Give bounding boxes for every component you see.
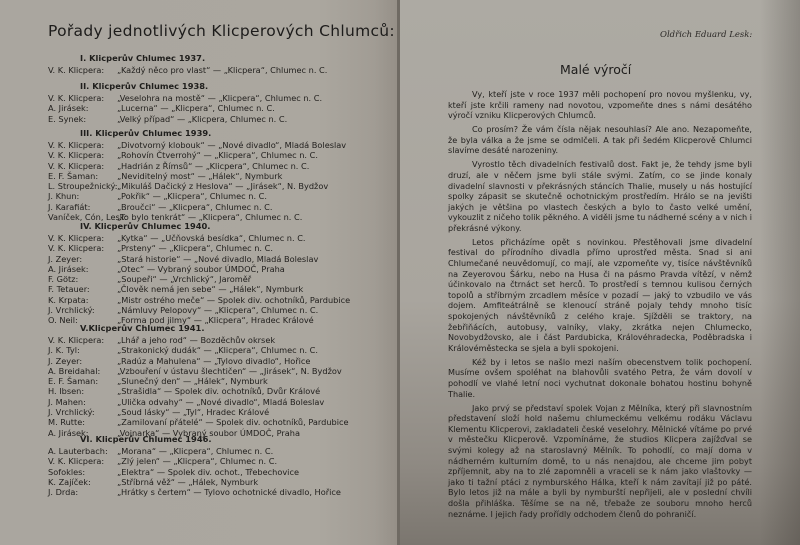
entry-play: „Lucerna“ — „Klicpera“, Chlumec n. C. (117, 103, 275, 114)
entry-author: A. Breidahal: (48, 365, 101, 376)
entry-author: J. Mahen: (48, 396, 86, 407)
entry-author: J. Vrchlický: (48, 305, 95, 316)
program-entry (48, 254, 393, 264)
program-entry (48, 161, 393, 171)
entry-play: „To bylo tenkrát“ — „Klicpera“, Chlumec n. C. (117, 212, 303, 223)
program-entry (48, 446, 393, 456)
entry-author: E. F. Šaman: (48, 170, 99, 181)
entry-author: E. Synek: (48, 113, 87, 124)
festival-section-1937 (48, 52, 393, 75)
article-paragraph: Co prosím? Že vám čísla nějak nesouhlasí? Ale ano. Nezapomeňte, že byla válka a že jsme se odmlčeli. A tak při šedém Klicperově Chlumci slavíme desáté narozeniny. (448, 124, 752, 156)
entry-author: E. F. Šaman: (48, 376, 99, 387)
program-entry (48, 397, 393, 407)
entry-play: „Stříbrná věž“ — „Hálek, Nymburk (117, 476, 259, 487)
entry-author: A. Jirásek: (48, 103, 89, 114)
program-entry (48, 274, 393, 284)
entry-play: „Zlý jelen“ — „Klicpera“, Chlumec n. C. (117, 456, 278, 467)
entry-play: „Zamilovaní přátelé“ — Spolek div. ochotníků, Pardubice (117, 417, 349, 428)
entry-author: J. Karafiát: (48, 201, 91, 212)
entry-author: V. K. Klicpera: (48, 456, 105, 467)
festival-section-1940 (48, 220, 393, 326)
entry-author: J. Drda: (48, 487, 79, 498)
festival-section-1946 (48, 433, 393, 497)
entry-author: V. K. Klicpera: (48, 65, 105, 75)
article-paragraph: Kéž by i letos se našlo mezi naším obecenstvem tolik pochopení. Musíme ovšem spoléhat na blahovůli svatého Petra, že vám dovolí v pohodlí ve vlahé letní noci vychutnat dokonale bohatou hostinu bohyně Thalie. (448, 356, 752, 399)
entry-author: F. Tetauer: (48, 284, 90, 295)
entry-play: „Neviditelný most“ — „Hálek“, Nymburk (117, 170, 283, 181)
entry-author: J. Zeyer: (48, 355, 83, 366)
program-entry (48, 65, 393, 75)
entry-author: K. Krpata: (48, 294, 89, 305)
program-entry (48, 295, 393, 305)
entry-play: „Člověk nemá jen sebe“ — „Hálek“, Nymburk (117, 284, 304, 295)
entry-play: „Divotvorný klobouk“ — „Nové divadlo“, Mladá Boleslav (117, 140, 347, 150)
entry-author: F. Götz: (48, 274, 79, 285)
entry-author: V. K. Klicpera: (48, 243, 105, 254)
program-entry (48, 456, 393, 466)
program-entry (48, 150, 393, 160)
article-title: Malé výročí (560, 62, 632, 77)
entry-play: „Otec“ — Vybraný soubor ÚMDOČ, Praha (117, 263, 285, 274)
entry-play: „Vojnarka“ — Vybraný soubor ÚMDOČ, Praha (117, 427, 300, 438)
entry-play: „Ulička odvahy“ — „Nové divadlo“, Mladá Boleslav (117, 396, 325, 407)
program-entry (48, 477, 393, 487)
entry-author: L. Stroupežnický: (48, 181, 118, 192)
entry-play: „Radúz a Mahulena“ — „Tylovo divadlo“, Hořice (117, 355, 311, 366)
entry-play: „Strašidla“ — Spolek div. ochotníků, Dvůr Králové (117, 386, 321, 397)
program-entry (48, 487, 393, 497)
entry-play: „Morana“ — „Klicpera“, Chlumec n. C. (117, 446, 274, 456)
article-paragraph: Jako prvý se představí spolek Vojan z Mělníka, který při slavnostním představení složí hold našemu chlumeckému velkému rodáku Václavu Klementu Klicperovi, zakladateli české veselohry. Mělnické vítáme po prvé v městečku Klicperově. Vzpomínáme, že studios Klicpera zajížďval se svými kolegy až na staroslavný Mělník. To pohodlí, co mají doma v nádherném kulturním domě, to u nás nenajdou, ale chceme jim pobyt zpříjemnit, aby na to zlé zapomněli a vraceli se k nám jako vlaštovky — jako ti tažní ptáci z nymburského Hálka, kteří k nám zavítají již po páté. Bylo letos již na mále a byli by nymburští nepřijeli, ale v poslední chvíli došla přihláška. Těšíme se na ně, třebaže ze souboru mnoho herců neznáme. I jejich řady prořídly odchodem členů do pohraničí. (448, 402, 752, 519)
entry-author: M. Rutte: (48, 417, 85, 428)
entry-play: „Mikuláš Dačický z Heslova“ — „Jirásek“, N. Bydžov (117, 181, 329, 192)
article-author: Oldřich Eduard Lesk: (660, 30, 753, 40)
program-entry (48, 305, 393, 315)
entry-author: Vaníček, Cón, Lesk: (48, 212, 128, 223)
entry-author: V. K. Klicpera: (48, 93, 105, 103)
article-paragraph: Vy, kteří jste v roce 1937 měli pochopení pro novou myšlenku, vy, kteří jste krčili rameny nad novotou, vzpomeňte dnes s námi desátého výročí vzniku Klicperových Chlumců. (448, 89, 752, 121)
section-heading: I. Klicperův Chlumec 1937. (80, 53, 206, 63)
entry-play: „Forma pod jilmy“ — „Klicpera“, Hradec Králové (117, 315, 314, 326)
program-entry (48, 345, 393, 355)
entry-play: „Každý něco pro vlast“ — „Klicpera“, Chlumec n. C. (117, 65, 328, 75)
entry-play: „Soud lásky“ — „Tyl“, Hradec Králové (117, 407, 270, 418)
program-entry (48, 386, 393, 396)
program-entry (48, 407, 393, 417)
program-entry (48, 284, 393, 294)
program-entry (48, 103, 393, 113)
entry-play: „Veselohra na mostě“ — „Klicpera“, Chlumec n. C. (117, 93, 323, 103)
program-entry (48, 93, 393, 103)
program-entry (48, 356, 393, 366)
entry-author: J. K. Tyl: (48, 345, 80, 356)
program-entry (48, 335, 393, 345)
entry-play: „Námluvy Pelopovy“ — „Klicpera“, Chlumec n. C. (117, 305, 319, 316)
program-entry (48, 264, 393, 274)
entry-play: „Kytka“ — „Učňovská besídka“, Chlumec n. C. (117, 233, 306, 243)
entry-author: V. K. Klicpera: (48, 160, 105, 171)
left-page (0, 0, 398, 545)
section-heading: II. Klicperův Chlumec 1938. (80, 81, 209, 91)
article-paragraph: Letos přicházíme opět s novinkou. Přestěhovali jsme divadelní festival do přírodního divadla přímo uprostřed města. Snad si ani Chlumečané neuvědomují, co mají, ale vzpomeňte vy, tisíce návštěvníků na Zeyerovou Šárku, nebo na Husa či na pásmo Pravda vítězí, v němž účinkovalo na čtrnáct set herců. To prostředí s temnou kulisou černých topolů a stříbrným zrcadlem měsíce v pozadí — jaký to vzbudilo ve vás dojem. Amfiteátrálně se klenoucí stráně pojaly tehdy mnoho tisíc spokojených návštěvníků z celého kraje. Sjížděli se traktory, na žebřiňácích, autobusy, valníky, vlaky, zkrátka nejen Chlumecko, Novobydžovsko, ale i část Pardubicka, Královéhradecka, Poděbradska i Královéměstecka se sjela a byli spokojeni. (448, 236, 752, 353)
section-heading: VI. Klicperův Chlumec 1946. (80, 434, 212, 444)
program-entry (48, 181, 393, 191)
entry-play: „Pokřik“ — „Klicpera“, Chlumec n. C. (117, 191, 267, 202)
entry-play: „Soupeři“ — „Vrchlický“, Jaroměř (117, 274, 252, 285)
entry-author: V. K. Klicpera: (48, 150, 105, 161)
section-heading: IV. Klicperův Chlumec 1940. (80, 221, 211, 231)
entry-author: J. Vrchlický: (48, 407, 95, 418)
program-entry (48, 467, 393, 477)
entry-play: „Hadrián z Římsů“ — „Klicpera“, Chlumec n. C. (117, 160, 310, 171)
program-entry (48, 233, 393, 243)
festival-section-1941 (48, 322, 393, 438)
section-heading: III. Klicperův Chlumec 1939. (80, 128, 212, 138)
section-heading: V.Klicperův Chlumec 1941. (80, 323, 205, 333)
entry-play: „Hrátky s čertem“ — Tylovo ochotnické divadlo, Hořice (117, 487, 341, 498)
article-body (448, 89, 752, 523)
entry-author: V. K. Klicpera: (48, 335, 105, 345)
program-entry (48, 366, 393, 376)
entry-play: „Strakonický dudák“ — „Klicpera“, Chlumec n. C. (117, 345, 318, 356)
entry-play: „Stará historie“ — „Nové divadlo, Mladá Boleslav (117, 253, 319, 264)
entry-author: J. Khun: (48, 191, 80, 202)
article-paragraph: Vyrostlo těch divadelních festivalů dost. Fakt je, že tehdy jsme byli druzí, ale v něčem jsme byli stále svými. Zatím, co se jinde konaly divadelní slavnosti v překrásných stáncích Thalie, musely u nás hostující spolky zápasit se skutečně ochotnickým prostředím. Hrálo se na jevišti jakých je většina po vlastech českých a bylo to často velké umění, vykouzlit z ničeho tolik pěkného. A viděli jsme tu nádherné scény a v nich i překrásné výkony. (448, 159, 752, 233)
entry-play: „Elektra“ — Spolek div. ochot., Třebechovice (117, 466, 299, 477)
entry-play: „Mistr ostrého meče“ — Spolek div. ochotníků, Pardubice (117, 294, 351, 305)
entry-play: „Slunečný den“ — „Hálek“, Nymburk (117, 376, 268, 387)
entry-play: „Broučci“ — „Klicpera“, Chlumec n. C. (117, 201, 273, 212)
program-entry (48, 140, 393, 150)
festival-section-1938 (48, 80, 393, 124)
entry-author: K. Zajíček: (48, 476, 91, 487)
festival-section-1939 (48, 127, 393, 222)
entry-author: A. Jirásek: (48, 427, 89, 438)
entry-play: „Lhář a jeho rod“ — Bozděchův okrsek (117, 335, 276, 345)
page-title: Pořady jednotlivých Klicperových Chlumců: (48, 22, 395, 40)
entry-author: V. K. Klicpera: (48, 233, 105, 243)
program-entry (48, 191, 393, 201)
program-entry (48, 202, 393, 212)
entry-author: A. Lauterbach: (48, 446, 108, 456)
entry-author: A. Jirásek: (48, 263, 89, 274)
entry-author: J. Zeyer: (48, 253, 83, 264)
entry-author: O. Neil: (48, 315, 78, 326)
entry-play: „Velký případ“ — „Klicpera, Chlumec n. C. (117, 113, 288, 124)
entry-play: „Vzbouření v ústavu šlechtičen“ — „Jirásek“, N. Bydžov (117, 365, 342, 376)
entry-author: H. Ibsen: (48, 386, 85, 397)
program-entry (48, 171, 393, 181)
entry-author: Sofokles: (48, 466, 86, 477)
entry-author: V. K. Klicpera: (48, 140, 105, 150)
program-entry (48, 376, 393, 386)
entry-play: „Prsteny“ — „Klicpera“, Chlumec n. C. (117, 243, 273, 254)
program-entry (48, 417, 393, 427)
entry-play: „Rohovín Čtverrohý“ — „Klicpera“, Chlumec n. C. (117, 150, 318, 161)
program-entry (48, 243, 393, 253)
program-entry (48, 114, 393, 124)
